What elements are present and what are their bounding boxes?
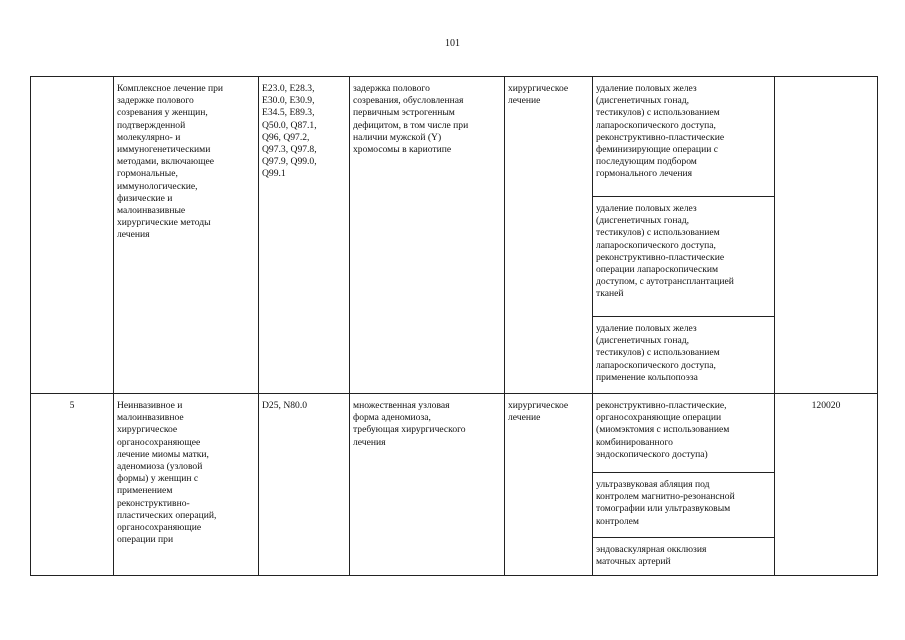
treatment-method-cell: ультразвуковая абляция под контролем магнитно-резонансной томографии или ультразвуковым контролем — [593, 473, 775, 538]
treatment-type-cell: хирургическое лечение — [505, 77, 593, 394]
treatment-type-cell: хирургическое лечение — [505, 394, 593, 576]
table-row — [31, 77, 878, 197]
medical-care-table — [30, 76, 878, 576]
care-type-cell: Неинвазивное и малоинвазивное хирургическое органосохраняющее лечение миомы матки, аденомиоза (узловой формы) у женщин с применением реконструктивно- пластических операций, органосохраняющие операции при — [114, 394, 259, 576]
care-type-cell: Комплексное лечение при задержке полового созревания у женщин, подтвержденной молекулярно- и иммуногенетическими методами, включающее гормональные, иммунологические, физические и малоинвазивные хирургические методы лечения — [114, 77, 259, 394]
treatment-method-cell: удаление половых желез (дисгенетичных гонад, тестикулов) с использованием лапароскопического доступа, применение кольпопоэза — [593, 317, 775, 394]
treatment-method-cell: реконструктивно-пластические, органосохраняющие операции (миомэктомия с использованием комбинированного эндоскопического доступа) — [593, 394, 775, 473]
row-number-cell: 5 — [31, 394, 114, 576]
cost-norm-cell: 120020 — [775, 394, 878, 576]
icd-codes-cell: E23.0, E28.3, E30.0, E30.9, E34.5, E89.3, Q50.0, Q87.1, Q96, Q97.2, Q97.3, Q97.8, Q97.9, Q99.0, Q99.1 — [259, 77, 350, 394]
row-number-cell — [31, 77, 114, 394]
table-row — [31, 394, 878, 473]
treatment-method-cell: удаление половых желез (дисгенетичных гонад, тестикулов) с использованием лапароскопического доступа, реконструктивно-пластические феминизирующие операции с последующим подбором гормонального лечения — [593, 77, 775, 197]
page-number: 101 — [445, 38, 460, 49]
treatment-method-cell: удаление половых желез (дисгенетичных гонад, тестикулов) с использованием лапароскопического доступа, реконструктивно-пластические операции лапароскопическим доступом, с аутотрансплантацией тканей — [593, 197, 775, 317]
patient-model-cell: задержка полового созревания, обусловленная первичным эстрогенным дефицитом, в том числе при наличии мужской (Y) хромосомы в кариотипе — [350, 77, 505, 394]
patient-model-cell: множественная узловая форма аденомиоза, требующая хирургического лечения — [350, 394, 505, 576]
icd-codes-cell: D25, N80.0 — [259, 394, 350, 576]
treatment-method-cell: эндоваскулярная окклюзия маточных артерий — [593, 538, 775, 576]
cost-norm-cell — [775, 77, 878, 394]
